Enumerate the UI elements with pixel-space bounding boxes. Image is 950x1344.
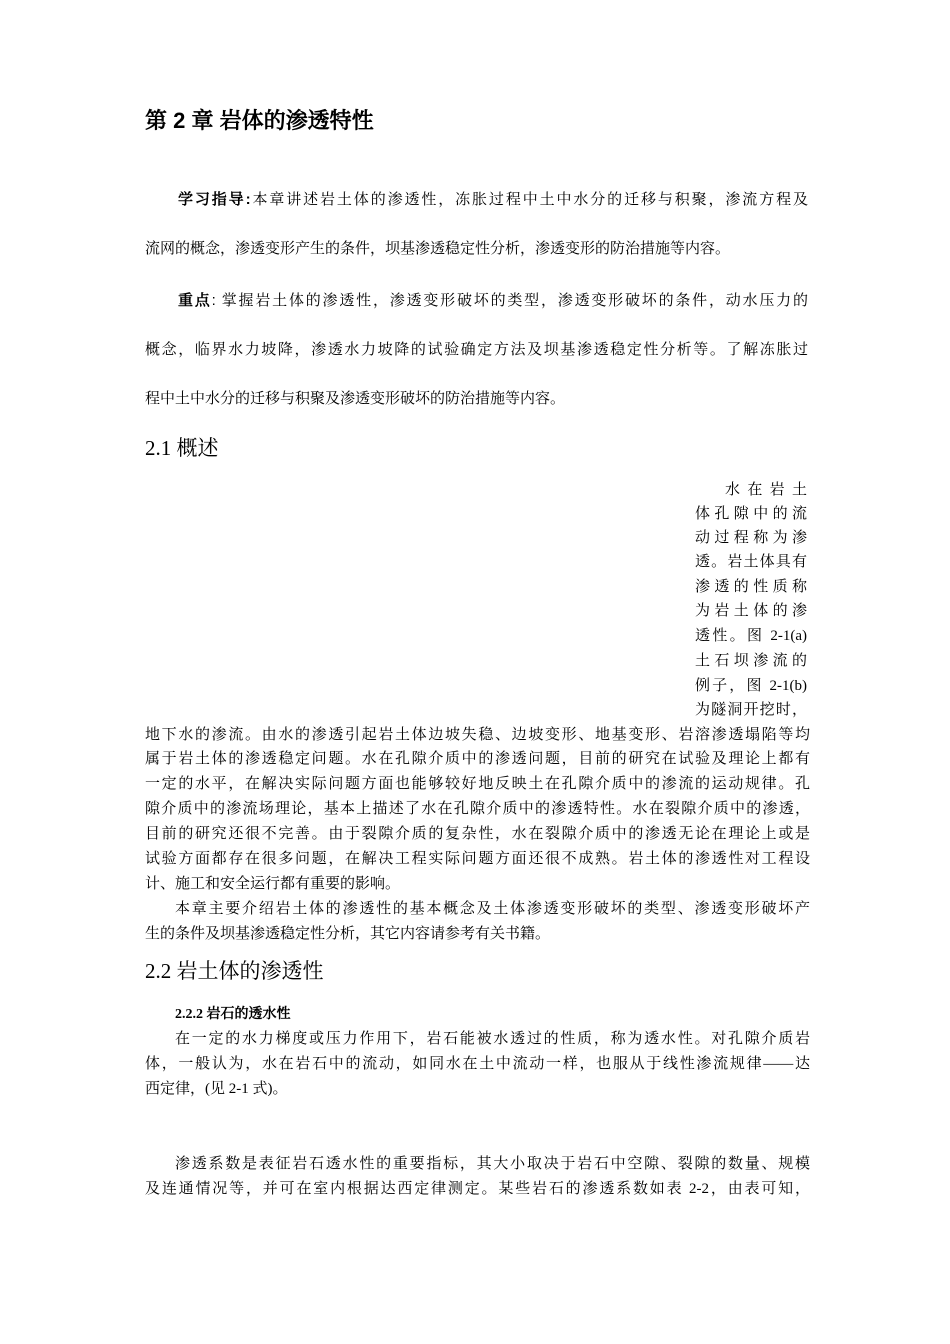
right-column-line: 渗透的性质称 (695, 579, 807, 595)
right-column-line: 水在岩土 (725, 482, 807, 498)
body-line: 本章主要介绍岩土体的渗透性的基本概念及土体渗透变形破坏的类型、渗透变形破坏产 (175, 901, 810, 917)
right-column-line: 透。岩土体具有 (695, 554, 807, 570)
body-line: 渗透系数是表征岩石透水性的重要指标，其大小取决于岩石中空隙、裂隙的数量、规模 (175, 1156, 810, 1172)
body-line: 一定的水平，在解决实际问题方面也能够较好地反映土在孔隙介质中的渗流的运动规律。孔 (145, 776, 810, 792)
subsection-2-2-2-heading: 2.2.2 岩石的透水性 (175, 1007, 291, 1022)
guide-line-1 (178, 188, 808, 209)
body-line: 计、施工和安全运行都有重要的影响。 (145, 876, 401, 892)
key-line-1 (178, 289, 808, 310)
guide-label: 学习指导: (178, 191, 251, 208)
key-line-2: 概念，临界水力坡降，渗透水力坡降的试验确定方法及坝基渗透稳定性分析等。了解冻胀过 (145, 341, 808, 358)
guide-text-1: 本章讲述岩土体的渗透性，冻胀过程中土中水分的迁移与积聚，渗流方程及 (250, 191, 808, 208)
section-2-2-heading: 2.2 岩土体的渗透性 (145, 959, 324, 983)
body-line: 试验方面都存在很多问题，在解决工程实际问题方面还很不成熟。岩土体的渗透性对工程设 (145, 851, 810, 867)
key-label: 重点 (178, 292, 212, 309)
body-line: 及连通情况等，并可在室内根据达西定律测定。某些岩石的渗透系数如表 2-2，由表可知， (145, 1181, 810, 1197)
chapter-title: 第 2 章 岩体的渗透特性 (145, 108, 374, 133)
guide-line-2: 流网的概念，渗透变形产生的条件，坝基渗透稳定性分析，渗透变形的防治措施等内容。 (145, 240, 731, 257)
body-line: 属于岩土体的渗透稳定问题。水在孔隙介质中的渗透问题，目前的研究在试验及理论上都有 (145, 751, 810, 767)
body-line: 地下水的渗流。由水的渗透引起岩土体边坡失稳、边坡变形、地基变形、岩溶渗透塌陷等均 (145, 727, 810, 743)
right-column-line: 为岩土体的渗 (695, 603, 807, 619)
body-line: 目前的研究还很不完善。由于裂隙介质的复杂性，水在裂隙介质中的渗透无论在理论上或是 (145, 826, 810, 842)
right-column-line: 例子，图 2-1(b) (695, 678, 807, 694)
body-line: 生的条件及坝基渗透稳定性分析，其它内容请参考有关书籍。 (145, 926, 551, 942)
body-line: 在一定的水力梯度或压力作用下，岩石能被水透过的性质，称为透水性。对孔隙介质岩 (175, 1031, 810, 1047)
key-text-1: : 掌握岩土体的渗透性，渗透变形破坏的类型，渗透变形破坏的条件，动水压力的 (211, 292, 808, 309)
right-column-line: 为隧洞开挖时， (695, 702, 807, 718)
body-line: 体，一般认为，水在岩石中的流动，如同水在土中流动一样，也服从于线性渗流规律——达 (145, 1056, 810, 1072)
section-2-1-heading: 2.1 概述 (145, 436, 219, 460)
right-column-line: 土石坝渗流的 (695, 653, 807, 669)
right-column-line: 透性。图 2-1(a) (695, 628, 807, 644)
right-column-line: 动过程称为渗 (695, 530, 807, 546)
body-line: 西定律，(见 2-1 式)。 (145, 1081, 288, 1097)
body-line: 隙介质中的渗流场理论，基本上描述了水在孔隙介质中的渗透特性。水在裂隙介质中的渗透， (145, 801, 810, 817)
right-column-line: 体孔隙中的流 (695, 506, 807, 522)
key-line-3: 程中土中水分的迁移与积聚及渗透变形破坏的防治措施等内容。 (145, 390, 566, 407)
